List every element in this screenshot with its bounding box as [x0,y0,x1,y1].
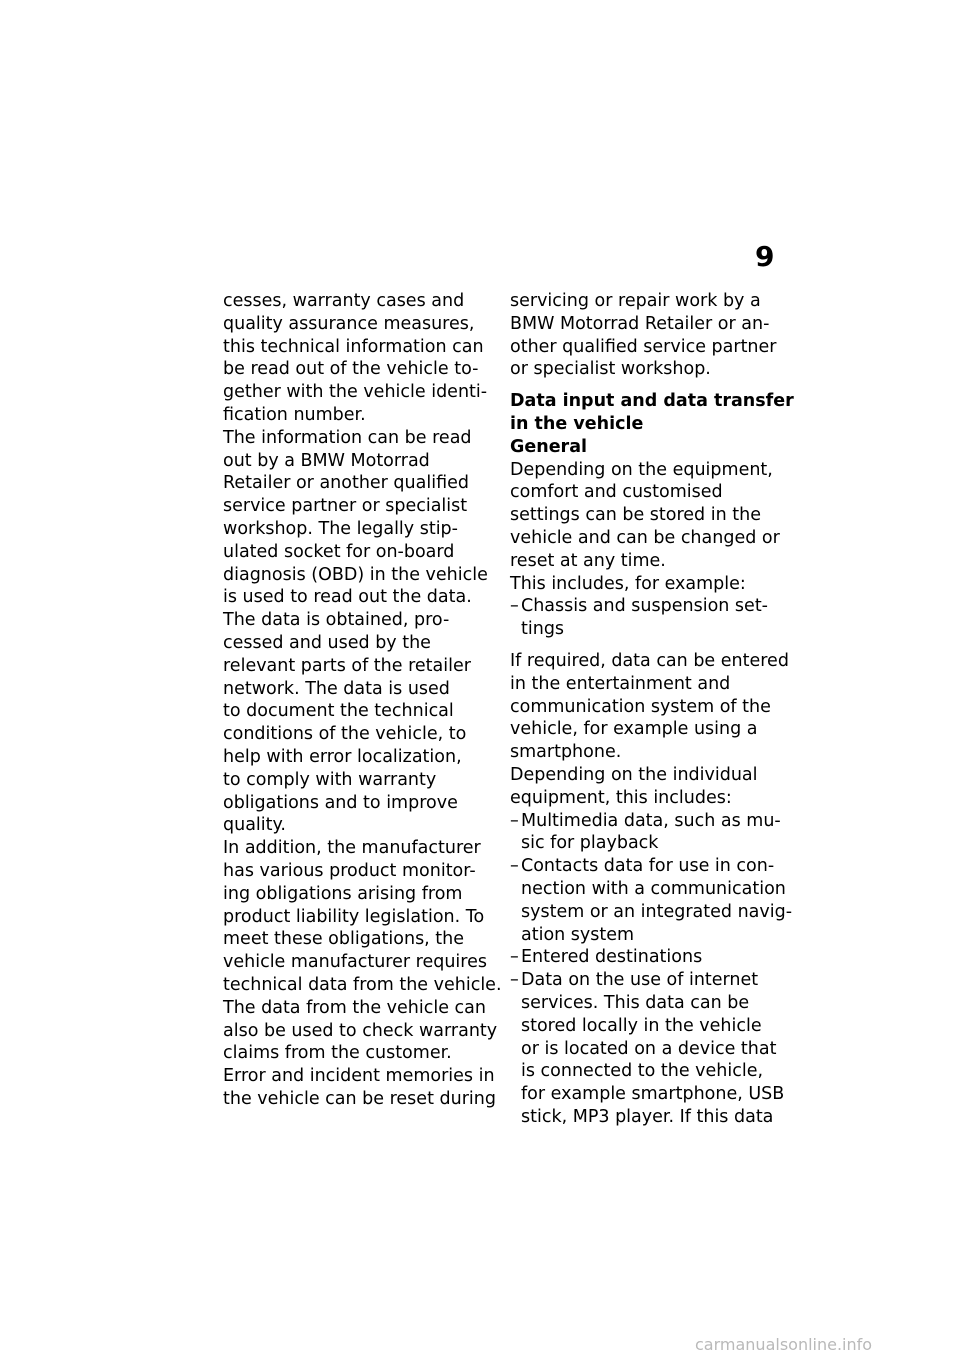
text-line: fication number. [223,404,366,425]
list-item-text: sic for playback [521,833,659,854]
text-line: workshop. The legally stip- [223,518,458,539]
text-line: The information can be read [223,427,472,448]
text-line: other qualified service partner [510,336,777,357]
list-item [510,946,782,969]
text-line: communication system of the [510,696,771,717]
text-line: product liability legislation. To [223,906,485,927]
text-line: diagnosis (OBD) in the vehicle [223,564,488,585]
section-heading: in the vehicle [510,413,644,434]
text-line: conditions of the vehicle, to [223,724,467,745]
dash-bullet: – [510,970,519,991]
text-line: in the entertainment and [510,673,731,694]
watermark: carmanualsonline.info [695,1335,873,1354]
text-line: also be used to check warranty [223,1020,498,1041]
text-line: equipment, this includes: [510,787,732,808]
text-line: smartphone. [510,742,622,763]
list-item-text: tings [521,619,565,640]
dash-bullet: – [510,947,519,968]
right-column [510,290,794,1129]
text-line: The data from the vehicle can [223,997,486,1018]
text-line: out by a BMW Motorrad [223,450,430,471]
list-item-text: is connected to the vehicle, [521,1061,764,1082]
text-line: ulated socket for on-board [223,541,455,562]
text-line: be read out of the vehicle to- [223,359,479,380]
text-line: has various product monitor- [223,860,476,881]
list-item-text: stored locally in the vehicle [521,1015,762,1036]
list-item-text: ation system [521,924,635,945]
list-item [510,595,782,641]
list-item-text: Contacts data for use in con- [521,856,775,877]
text-line: If required, data can be entered [510,650,789,671]
text-line: Error and incident memories in [223,1066,495,1087]
text-line: This includes, for example: [510,573,746,594]
text-line: BMW Motorrad Retailer or an- [510,313,770,334]
list-item-text: Multimedia data, such as mu- [521,810,781,831]
paragraph-gap [510,381,782,390]
text-line: help with error localization, [223,746,462,767]
text-line: this technical information can [223,336,484,357]
text-line: vehicle manufacturer requires [223,952,487,973]
left-column [223,290,502,1111]
list-item [510,855,793,946]
list-item [510,969,785,1129]
paragraph-gap [510,641,782,650]
text-line: Depending on the equipment, [510,459,773,480]
text-line: The data is obtained, pro- [223,610,450,631]
text-line: meet these obligations, the [223,929,465,950]
dash-bullet: – [510,810,519,831]
text-line: relevant parts of the retailer [223,655,471,676]
subheading: General [510,436,587,457]
list-item-text: services. This data can be [521,992,750,1013]
text-line: vehicle, for example using a [510,719,758,740]
dash-bullet: – [510,856,519,877]
text-line: cesses, warranty cases and [223,291,465,311]
text-line: obligations and to improve [223,792,458,813]
list-item-text: Entered destinations [521,947,703,968]
list-item-text: nection with a communication [521,878,786,899]
text-line: network. The data is used [223,678,450,699]
text-line: claims from the customer. [223,1043,452,1064]
list-item-text: for example smartphone, USB [521,1084,785,1105]
text-line: gether with the vehicle identi- [223,382,488,403]
text-line: In addition, the manufacturer [223,838,481,859]
text-line: Depending on the individual [510,764,758,785]
page-number: 9 [755,240,775,273]
text-line: comfort and customised [510,482,723,503]
text-line: quality assurance measures, [223,313,475,334]
text-line: vehicle and can be changed or [510,527,780,548]
text-line: reset at any time. [510,550,666,571]
list-item-text: system or an integrated navig- [521,901,793,922]
text-line: quality. [223,815,286,836]
text-line: to comply with warranty [223,769,437,790]
text-line: the vehicle can be reset during [223,1088,496,1109]
list-item-text: Chassis and suspension set- [521,596,768,617]
text-line: service partner or specialist [223,496,468,517]
text-line: to document the technical [223,701,454,722]
text-line: cessed and used by the [223,632,431,653]
section-heading: Data input and data transfer [510,391,794,412]
list-item-text: stick, MP3 player. If this data [521,1106,774,1127]
dash-bullet: – [510,596,519,617]
text-line: settings can be stored in the [510,505,761,526]
text-line: technical data from the vehicle. [223,974,502,995]
text-line: ing obligations arising from [223,883,463,904]
text-line: is used to read out the data. [223,587,472,608]
text-line: servicing or repair work by a [510,291,761,311]
list-item-text: or is located on a device that [521,1038,777,1059]
text-line: or specialist workshop. [510,359,711,380]
list-item-text: Data on the use of internet [521,970,759,991]
text-line: Retailer or another qualified [223,473,469,494]
list-item [510,810,782,856]
